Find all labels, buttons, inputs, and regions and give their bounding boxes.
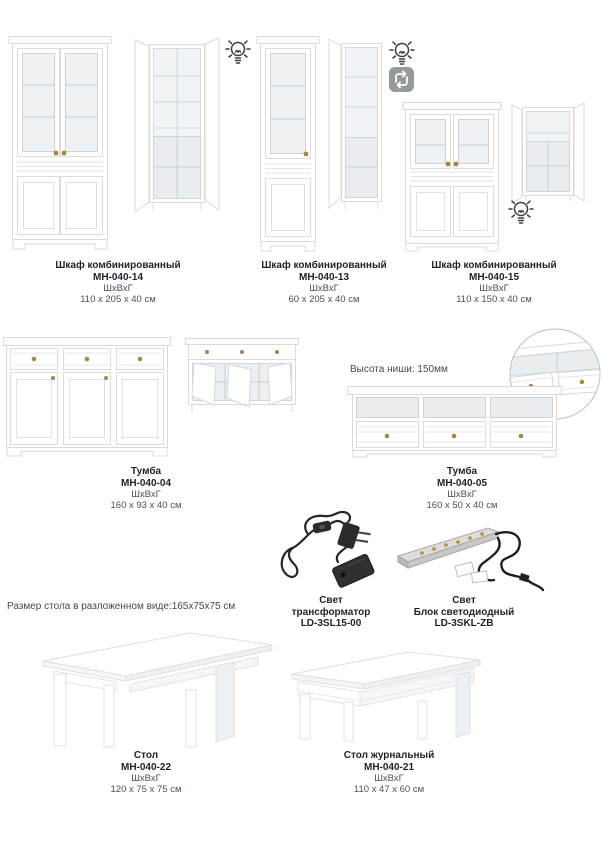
plinth xyxy=(261,242,315,252)
light-transformer-image xyxy=(276,504,388,592)
table-extended-size-note: Размер стола в разложенном виде:165х75х75 см xyxy=(7,601,236,612)
table-top xyxy=(43,633,272,681)
product-label-ld-3skl-zb xyxy=(379,595,549,630)
product-label-mn-040-22 xyxy=(61,750,231,795)
product-label-mn-040-14 xyxy=(33,260,203,305)
dims-value: 120 x 75 x 75 см xyxy=(110,784,182,795)
panel-doors xyxy=(11,373,164,445)
product-name-line2: Блок светодиодный xyxy=(413,606,515,618)
product-label-mn-040-15 xyxy=(409,260,579,305)
dims-value: 160 x 50 x 40 см xyxy=(426,500,498,511)
reversible-door-icon xyxy=(388,66,415,93)
dims-caption: ШхВхГ xyxy=(374,773,404,784)
drawers xyxy=(11,349,164,370)
niche-height-note: Высота ниши: 150мм xyxy=(350,364,448,375)
product-model: МН-040-05 xyxy=(436,477,488,489)
dims-value: 160 x 93 x 40 см xyxy=(110,500,182,511)
dims-value: 110 x 150 x 40 см xyxy=(456,294,532,305)
light-led-block-image xyxy=(392,512,546,594)
open-door-right xyxy=(205,38,219,210)
plinth xyxy=(149,202,205,210)
open-doors xyxy=(192,363,292,407)
plinth xyxy=(13,240,107,250)
plinth xyxy=(341,201,382,209)
dims-caption: ШхВхГ xyxy=(447,489,477,500)
product-model: МН-040-04 xyxy=(120,477,172,489)
glass-doors xyxy=(18,49,103,157)
tvstand-mn-040-05-image xyxy=(347,380,562,458)
dims-value: 60 x 205 x 40 см xyxy=(288,294,360,305)
open-door xyxy=(329,39,341,208)
product-name: Стол журнальный xyxy=(343,750,435,761)
product-name: Шкаф комбинированный xyxy=(431,260,557,271)
product-model: LD-3SL15-00 xyxy=(300,618,362,629)
product-model: МН-040-14 xyxy=(92,271,144,283)
wardrobe-mn-040-15-closed-image xyxy=(402,100,502,252)
coffee-table-mn-040-21-image xyxy=(288,645,486,743)
product-label-mn-040-13 xyxy=(239,260,409,305)
product-model: МН-040-13 xyxy=(298,271,350,283)
plinth xyxy=(189,404,295,412)
open-interior xyxy=(342,44,382,202)
plinth xyxy=(7,448,167,457)
panel-door xyxy=(266,179,311,237)
plinth xyxy=(406,244,498,252)
product-label-mn-040-21 xyxy=(304,750,474,795)
open-door-left xyxy=(135,40,149,212)
inline-switch xyxy=(312,520,332,534)
open-niches xyxy=(357,398,553,418)
product-name: Шкаф комбинированный xyxy=(55,260,181,271)
sideboard-mn-040-04-closed-image xyxy=(3,334,171,458)
wardrobe-mn-040-13-open-image xyxy=(327,37,385,219)
product-name: Тумба xyxy=(130,466,162,477)
product-name-line2: трансформатор xyxy=(291,606,371,618)
product-model: LD-3SKL-ZB xyxy=(434,618,494,629)
plinth xyxy=(353,451,556,458)
dims-value: 110 x 205 x 40 см xyxy=(80,294,156,305)
product-label-mn-040-04 xyxy=(61,466,231,511)
panel-doors xyxy=(18,177,103,235)
open-interior xyxy=(523,108,574,196)
product-name: Свет xyxy=(319,595,343,606)
product-name: Шкаф комбинированный xyxy=(261,260,387,271)
wardrobe-mn-040-13-closed-image xyxy=(256,33,320,253)
sideboard-mn-040-04-open-image xyxy=(184,336,300,416)
product-model: МН-040-21 xyxy=(363,761,415,773)
wardrobe-mn-040-14-open-image xyxy=(133,36,221,222)
lightbulb-icon xyxy=(389,38,415,68)
wardrobe-mn-040-14-closed-image xyxy=(8,33,112,251)
product-name: Стол xyxy=(133,750,159,761)
wardrobe-mn-040-15-open-image xyxy=(510,101,586,205)
lightbulb-icon xyxy=(225,37,251,67)
dims-value: 110 x 47 x 60 см xyxy=(353,784,425,795)
dims-caption: ШхВхГ xyxy=(131,489,161,500)
glass-door xyxy=(266,49,311,159)
open-door-left xyxy=(512,105,522,203)
product-model: МН-040-15 xyxy=(468,271,520,283)
product-name: Свет xyxy=(452,595,476,606)
dims-caption: ШхВхГ xyxy=(103,283,133,294)
lightbulb-icon xyxy=(508,197,534,227)
open-door-right xyxy=(574,103,584,201)
open-interior xyxy=(150,45,205,203)
adapter-box xyxy=(332,554,375,589)
dims-caption: ШхВхГ xyxy=(309,283,339,294)
dims-caption: ШхВхГ xyxy=(131,773,161,784)
product-label-mn-040-05 xyxy=(377,466,547,511)
dims-caption: ШхВхГ xyxy=(479,283,509,294)
product-name: Тумба xyxy=(446,466,478,477)
table-mn-040-22-image xyxy=(40,630,275,748)
drawers xyxy=(357,422,553,448)
power-plug xyxy=(337,521,372,553)
product-model: МН-040-22 xyxy=(120,761,172,773)
